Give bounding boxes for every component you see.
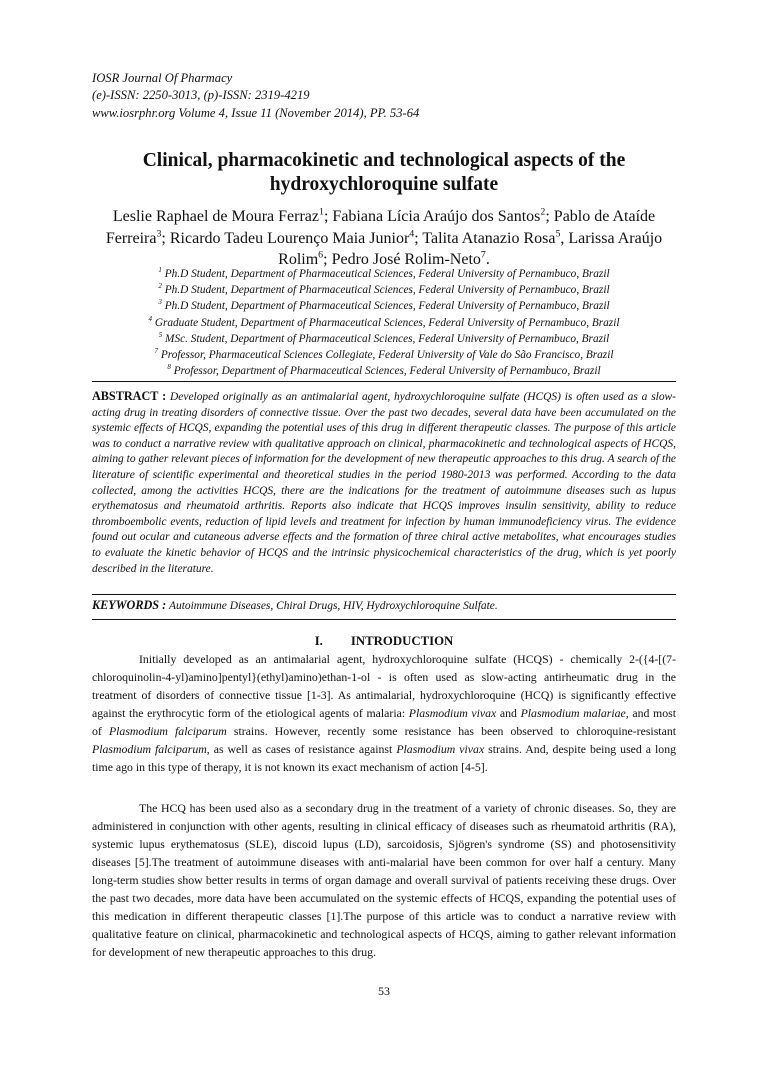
affiliation-line (84, 331, 684, 347)
abstract-text: Developed originally as an antimalarial agent, hydroxychloroquine sulfate (HCQS) is often used as a slow-acting drug in treating disorders of connective tissue. Over the past two decades, several data have been accumulated on the systemic effects of HCQS, expanding the potential uses of this drug in different therapeutic classes. The purpose of this article was to conduct a narrative review with qualitative approach on clinical, pharmacokinetic and technological aspects of HCQS, aiming to gather relevant pieces of information for the development of new therapeutic approaches to this drug. A search of the literature of scientific experimental and theoretical studies in the period 1980-2013 was performed. According to the data collected, among the activities HCQS, there are the indications for the treatment of autoimmune diseases such as lupus erythematosus and rheumatoid arthritis. Reports also indicate that HCQS improves insulin sensitivity, ability to reduce thromboembolic events, reduction of lipid levels and treatment for infection by human immunodeficiency virus. The evidence found out ocular and cutaneous adverse effects and the formation of three chiral active metabolites, what encourages studies to evaluate the kinetic behavior of HCQS and the intrinsic physicochemical characteristics of the drug, which is yet poorly described in the literature. (92, 391, 676, 575)
paragraph-text: and (496, 706, 521, 721)
affiliation-mark: 5 (158, 331, 163, 340)
author-affiliation-mark: 5 (555, 228, 561, 240)
affiliation-text: Professor, Department of Pharmaceutical Sciences, Federal University of Pernambuco, Brazil (170, 365, 601, 378)
author-separator: . (485, 251, 490, 269)
abstract (92, 389, 676, 577)
keywords-label: KEYWORDS : (92, 598, 167, 612)
section-number: I. (314, 634, 323, 648)
affiliation-text: Professor, Pharmaceutical Sciences Collegiate, Federal University of Vale do São Francisco, Brazil (158, 349, 614, 362)
author-name: Fabiana Lícia Araújo dos Santos (332, 208, 541, 225)
affiliation-mark: 7 (154, 347, 159, 356)
affiliation-text: Ph.D Student, Department of Pharmaceutical Sciences, Federal University of Pernambuco, Brazil (161, 300, 610, 313)
author-separator: , (560, 229, 569, 247)
author-affiliation-mark: 3 (156, 228, 162, 240)
author-affiliation-mark: 1 (319, 206, 324, 218)
author-name: Talita Atanazio Rosa (422, 229, 556, 247)
author-separator: ; (545, 208, 554, 225)
author-separator: ; (323, 208, 333, 225)
author-separator: ; (414, 229, 423, 247)
top-divider (92, 381, 676, 382)
journal-issn: (e)-ISSN: 2250-3013, (p)-ISSN: 2319-4219 (92, 88, 310, 103)
author-affiliation-mark: 2 (540, 206, 546, 218)
journal-name: IOSR Journal Of Pharmacy (92, 71, 233, 85)
bottom-divider (92, 619, 676, 620)
author-name: Ricardo Tadeu Lourenço Maia Junior (169, 229, 410, 247)
author-separator: ; (323, 251, 332, 269)
affiliation-list (84, 266, 684, 379)
species-name: Plasmodium falciparum (108, 724, 227, 739)
affiliation-mark: 3 (158, 298, 162, 307)
abstract-label: ABSTRACT : (92, 389, 167, 403)
author-separator: ; (161, 229, 170, 247)
affiliation-mark: 1 (158, 266, 162, 275)
middle-divider (92, 594, 676, 595)
affiliation-text: Graduate Student, Department of Pharmaceutical Sciences, Federal University of Pernambuco, Brazil (152, 316, 620, 329)
author-item (170, 230, 423, 247)
species-name: Plasmodium vivax (396, 742, 485, 757)
keywords-text: Autoimmune Diseases, Chiral Drugs, HIV, Hydroxychloroquine Sulfate. (169, 600, 498, 612)
journal-header (92, 70, 692, 122)
article-title: Clinical, pharmacokinetic and technological aspects of the hydroxychloroquine sulfate (142, 150, 626, 195)
paragraph-text: strains. And, despite being used a long time ago in this type of therapy, it is not known its exact mechanism of action [4-5]. (92, 742, 676, 775)
author-item (332, 208, 553, 225)
section-title: INTRODUCTION (350, 634, 454, 648)
page-number: 53 (378, 984, 390, 998)
author-name: Pedro José Rolim-Neto (331, 251, 481, 269)
affiliation-text: MSc. Student, Department of Pharmaceutical Sciences, Federal University of Pernambuco, Brazil (162, 332, 610, 345)
affiliation-text: Ph.D Student, Department of Pharmaceutical Sciences, Federal University of Pernambuco, Brazil (161, 268, 610, 280)
journal-volume: www.iosrphr.org Volume 4, Issue 11 (November 2014), PP. 53-64 (92, 105, 420, 120)
intro-paragraph-2: The HCQ has been used also as a secondary drug in the treatment of a variety of chronic diseases. So, they are administered in conjunction with other agents, resulting in clinical efficacy of diseases such as rheumatoid arthritis (RA), systemic lupus erythematosus (SLE), discoid lupus (LD), sarcoidosis, Sjögren's syndrome (SS) and photosensitivity diseases [5].The treatment of autoimmune diseases with anti-malarial have been common for over half a century. Many long-term studies show better results in terms of organ damage and overall survival of patients receiving these drugs. Over the past two decades, more data have been accumulated on the systemic effects of HCQS, expanding the potential uses of this medication in different therapeutic classes [1].The purpose of this article was to conduct a narrative review with qualitative feature on clinical, pharmacokinetic and technological aspects of HCQS, aiming to gather relevant information for development of new therapeutic approaches to this drug. (92, 801, 676, 960)
paragraph-text: strains. However, recently some resistance has been observed to chloroquine-resistant (226, 724, 676, 739)
species-name: Plasmodium falciparum (92, 742, 207, 757)
author-item (422, 230, 568, 247)
author-item (113, 208, 333, 225)
affiliation-line (84, 315, 684, 331)
paragraph-text: Initially developed as an antimalarial agent, hydroxychloroquine sulfate (HCQS) - chemically 2-({4-[(7-chloroquinolin-4-yl)amino]pentyl}(ethyl)amino)ethan-1-ol - is often used as slow-acting antirheumatic drug in the treatment of disorders of connective tissue [1-3]. As antimalarial, hydroxychloroquine (HCQ) is significantly effective against the erythrocytic form of the etiological agents of malaria: (92, 652, 676, 721)
species-name: Plasmodium vivax (408, 706, 497, 721)
affiliation-mark: 4 (148, 314, 152, 323)
affiliation-line (84, 282, 684, 298)
paragraph-text: , as well as cases of resistance against (206, 742, 397, 757)
affiliation-line (84, 298, 684, 314)
affiliation-line (84, 363, 684, 379)
paragraph-text: and most of (92, 706, 676, 739)
affiliation-line (84, 347, 684, 363)
section-heading (92, 634, 676, 649)
author-affiliation-mark: 7 (480, 249, 486, 261)
species-name: Plasmodium malariae, (520, 706, 629, 721)
affiliation-line (84, 266, 684, 282)
affiliation-mark: 8 (167, 363, 171, 372)
intro-paragraph-1 (92, 650, 676, 776)
author-name: Leslie Raphael de Moura Ferraz (112, 208, 320, 225)
keywords (92, 598, 676, 615)
affiliation-text: Ph.D Student, Department of Pharmaceutical Sciences, Federal University of Pernambuco, Brazil (161, 284, 610, 297)
author-list (84, 206, 684, 271)
affiliation-mark: 2 (158, 282, 162, 291)
author-affiliation-mark: 6 (318, 249, 324, 261)
author-name: Pablo de Ataíde Ferreira (105, 208, 656, 247)
author-name: Larissa Araújo Rolim (278, 229, 663, 269)
author-affiliation-mark: 4 (409, 228, 415, 240)
